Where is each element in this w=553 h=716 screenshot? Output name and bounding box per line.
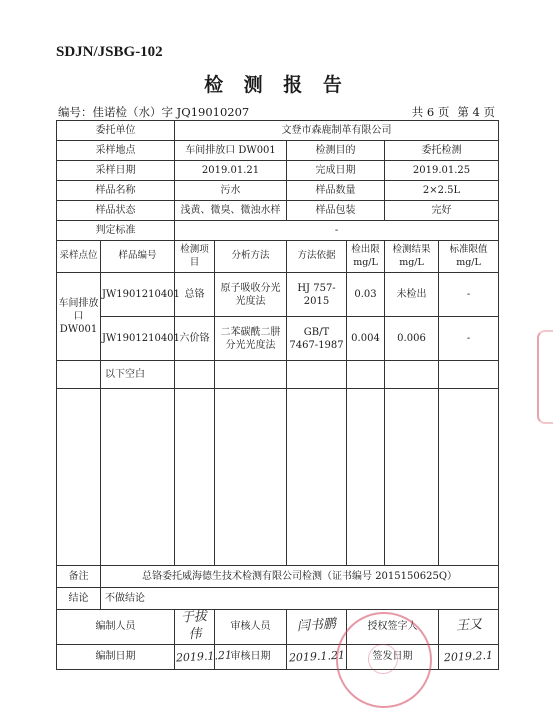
row-std: - [439,273,499,317]
sample-state-value: 浅黄、微臭、微浊水样 [175,201,287,221]
empty-cell [101,389,175,566]
row-dates-sign [57,644,499,669]
compiler-label: 编制人员 [57,610,175,645]
report-number: 编号：佳诺检（水）字 JQ19010207 [58,105,250,119]
client-value: 文登市森鹿制革有限公司 [175,121,499,141]
sample-pack-value: 完好 [385,201,499,221]
compile-date-label: 编制日期 [57,644,175,669]
sample-name-label: 样品名称 [57,181,175,201]
compile-date-cell [175,644,233,669]
row-limit: 0.03 [347,273,385,317]
signer-label: 授权签字人 [347,610,439,645]
page-number: 第 4 页 [457,105,495,119]
header-sample-id: 样品编号 [101,241,175,273]
row-limit: 0.004 [347,317,385,361]
row-std: - [439,317,499,361]
row-client [57,121,499,141]
standard-label: 判定标准 [57,221,175,241]
empty-cell [57,361,101,389]
header-limit: 检出限 mg/L [347,241,385,273]
row-method: 二苯碳酰二肼分光光度法 [215,317,287,361]
header-method: 分析方法 [215,241,287,273]
header-item: 检测项目 [175,241,215,273]
compiler-signature-cell [175,610,215,645]
document-code: SDJN/JSBG-102 [56,44,163,60]
table-row [57,317,499,361]
row-conclusion [57,588,499,610]
header-std: 标准限值 mg/L [439,241,499,273]
sample-state-label: 样品状态 [57,201,175,221]
results-header [57,241,499,273]
signer-signature-cell [439,610,499,645]
empty-cell [175,389,215,566]
header-result: 检测结果 mg/L [385,241,439,273]
blank-note-row [57,361,499,389]
reviewer-signature: 闫书鹏 [296,617,337,635]
sample-pack-label: 样品包装 [287,201,385,221]
sample-date-label: 采样日期 [57,161,175,181]
row-dates [57,161,499,181]
blank-note: 以下空白 [101,361,175,389]
report-table [56,120,499,670]
review-date-value: 2019.1.21 [288,648,345,665]
conclusion-label: 结论 [57,588,101,610]
purpose-label: 检测目的 [287,141,385,161]
empty-cell [385,361,439,389]
header-basis: 方法依据 [287,241,347,273]
page-title: 检 测 报 告 [204,74,349,96]
review-date-label: 审核日期 [215,644,287,669]
seam-stamp [537,330,553,424]
empty-cell [287,361,347,389]
row-sample-name [57,181,499,201]
row-sample-id: JW1901210401 [101,317,175,361]
client-label: 委托单位 [57,121,175,141]
empty-cell [439,389,499,566]
empty-cell [347,361,385,389]
empty-cell [215,389,287,566]
compile-date-value: 2019.1.21 [175,648,233,665]
row-remark [57,566,499,588]
reviewer-label: 审核人员 [215,610,287,645]
sample-name-value: 污水 [175,181,287,201]
row-item: 总铬 [175,273,215,317]
issue-date-value: 2019.2.1 [443,648,494,664]
sample-date-value: 2019.01.21 [175,161,287,181]
row-result: 0.006 [385,317,439,361]
issue-date-cell [439,644,499,669]
remark-value: 总铬委托威海德生技术检测有限公司检测（证书编号 2015150625Q） [101,566,499,588]
total-pages: 共 6 页 [411,105,450,119]
empty-area-row [57,389,499,566]
sample-qty-label: 样品数量 [287,181,385,201]
page-indicator [412,104,495,120]
issue-date-label: 签发日期 [347,644,439,669]
row-site [57,141,499,161]
empty-cell [287,389,347,566]
review-date-cell [287,644,347,669]
site-value: 车间排放口 DW001 [175,141,287,161]
empty-cell [215,361,287,389]
row-item: 六价铬 [175,317,215,361]
row-basis: HJ 757-2015 [287,273,347,317]
empty-cell [439,361,499,389]
empty-cell [347,389,385,566]
row-method: 原子吸收分光光度法 [215,273,287,317]
empty-cell [385,389,439,566]
table-row [57,273,499,317]
sample-qty-value: 2×2.5L [385,181,499,201]
reviewer-signature-cell [287,610,347,645]
sample-point: 车间排放口 DW001 [57,273,101,361]
standard-value: - [175,221,499,241]
finish-date-value: 2019.01.25 [385,161,499,181]
site-label: 采样地点 [57,141,175,161]
row-basis: GB/T 7467-1987 [287,317,347,361]
signer-signature: 王又 [454,617,482,635]
row-sample-id: JW1901210401 [101,273,175,317]
row-sample-state [57,201,499,221]
purpose-value: 委托检测 [385,141,499,161]
row-standard [57,221,499,241]
empty-cell [57,389,101,566]
row-signatures [57,610,499,645]
header-point: 采样点位 [57,241,101,273]
conclusion-value: 不做结论 [101,588,499,610]
row-result: 未检出 [385,273,439,317]
finish-date-label: 完成日期 [287,161,385,181]
compiler-signature: 于拔伟 [180,609,208,643]
remark-label: 备注 [57,566,101,588]
empty-cell [175,361,215,389]
